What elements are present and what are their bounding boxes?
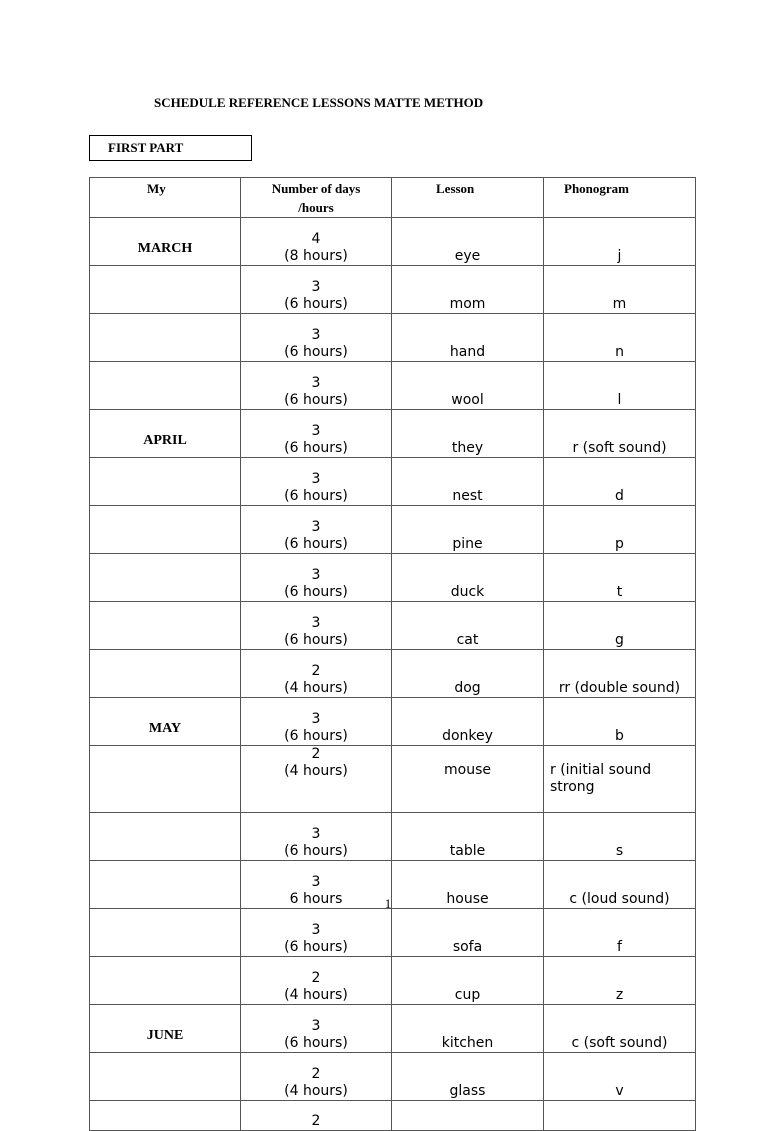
cell-lesson: donkey (392, 698, 544, 746)
cell-days-hours (241, 813, 392, 861)
table-row (90, 650, 696, 698)
cell-phonogram: f (544, 909, 696, 957)
cell-phonogram: g (544, 602, 696, 650)
cell-phonogram: p (544, 506, 696, 554)
cell-days-hours (241, 909, 392, 957)
cell-month (90, 506, 241, 554)
header-month: My (90, 178, 241, 218)
cell-phonogram: s (544, 813, 696, 861)
cell-hours: (6 hours) (284, 488, 348, 504)
cell-month (90, 650, 241, 698)
cell-month: MARCH (90, 218, 241, 266)
header-lesson: Lesson (392, 178, 544, 218)
table-row (90, 506, 696, 554)
part-label: FIRST PART (108, 140, 184, 155)
cell-phonogram: t (544, 554, 696, 602)
cell-lesson: mom (392, 266, 544, 314)
cell-phonogram: c (loud sound) (544, 861, 696, 909)
cell-days: 2 (311, 746, 321, 762)
cell-hours: (6 hours) (284, 728, 348, 744)
cell-days: 3 (311, 1018, 321, 1034)
cell-month: MAY (90, 698, 241, 746)
cell-days: 3 (311, 711, 321, 727)
cell-days: 3 (311, 279, 321, 295)
cell-hours: (4 hours) (284, 763, 348, 779)
cell-phonogram: d (544, 458, 696, 506)
cell-month (90, 458, 241, 506)
cell-hours: (4 hours) (284, 680, 348, 696)
cell-hours: (4 hours) (284, 987, 348, 1003)
cell-phonogram (544, 1101, 696, 1131)
cell-days: 3 (311, 826, 321, 842)
cell-days-hours (241, 1101, 392, 1131)
cell-days: 3 (311, 567, 321, 583)
cell-hours: (8 hours) (284, 248, 348, 264)
table-row (90, 554, 696, 602)
table-row (90, 1005, 696, 1053)
part-label-box (89, 135, 252, 161)
cell-days-hours (241, 506, 392, 554)
cell-lesson: kitchen (392, 1005, 544, 1053)
cell-month (90, 957, 241, 1005)
cell-month (90, 909, 241, 957)
cell-days-hours (241, 314, 392, 362)
cell-lesson: glass (392, 1053, 544, 1101)
cell-month (90, 314, 241, 362)
table-header-row (90, 178, 696, 218)
cell-days-hours (241, 1005, 392, 1053)
cell-phonogram: r (soft sound) (544, 410, 696, 458)
cell-lesson: house (392, 861, 544, 909)
table-row (90, 698, 696, 746)
table-row (90, 458, 696, 506)
cell-phonogram: b (544, 698, 696, 746)
table-row (90, 314, 696, 362)
cell-days: 2 (311, 1066, 321, 1082)
cell-lesson: they (392, 410, 544, 458)
table-row (90, 1053, 696, 1101)
cell-lesson: wool (392, 362, 544, 410)
cell-days-hours (241, 602, 392, 650)
cell-phonogram: c (soft sound) (544, 1005, 696, 1053)
cell-lesson: cat (392, 602, 544, 650)
cell-hours: 6 hours (289, 891, 343, 907)
cell-month (90, 813, 241, 861)
table-row (90, 602, 696, 650)
table-row (90, 909, 696, 957)
cell-days-hours (241, 746, 392, 813)
table-row (90, 410, 696, 458)
cell-phonogram: rr (double sound) (544, 650, 696, 698)
cell-days-hours (241, 698, 392, 746)
table-row (90, 813, 696, 861)
cell-month (90, 602, 241, 650)
cell-lesson: cup (392, 957, 544, 1005)
header-days-line2: /hours (298, 200, 334, 215)
cell-hours: (6 hours) (284, 536, 348, 552)
cell-lesson: hand (392, 314, 544, 362)
cell-hours: (6 hours) (284, 296, 348, 312)
cell-days: 2 (311, 1113, 321, 1129)
cell-month (90, 554, 241, 602)
cell-days: 3 (311, 615, 321, 631)
cell-days: 4 (311, 231, 321, 247)
cell-phonogram: m (544, 266, 696, 314)
cell-days-hours (241, 458, 392, 506)
cell-days: 3 (311, 519, 321, 535)
cell-days-hours (241, 957, 392, 1005)
table-row (90, 957, 696, 1005)
cell-lesson: dog (392, 650, 544, 698)
cell-days-hours (241, 362, 392, 410)
cell-phonogram: v (544, 1053, 696, 1101)
cell-month (90, 746, 241, 813)
table-row (90, 362, 696, 410)
cell-month (90, 1053, 241, 1101)
cell-days: 2 (311, 970, 321, 986)
cell-month (90, 362, 241, 410)
cell-days-hours (241, 410, 392, 458)
cell-days: 3 (311, 922, 321, 938)
table-body (90, 218, 696, 1131)
cell-hours: (6 hours) (284, 344, 348, 360)
cell-lesson: duck (392, 554, 544, 602)
cell-lesson: eye (392, 218, 544, 266)
cell-lesson: pine (392, 506, 544, 554)
cell-days: 3 (311, 423, 321, 439)
cell-days: 2 (311, 663, 321, 679)
cell-days: 3 (311, 375, 321, 391)
header-days-line1: Number of days (271, 181, 361, 196)
cell-days: 3 (311, 327, 321, 343)
cell-hours: (6 hours) (284, 939, 348, 955)
cell-hours: (6 hours) (284, 1035, 348, 1051)
cell-phonogram: z (544, 957, 696, 1005)
cell-month: JUNE (90, 1005, 241, 1053)
cell-days-hours (241, 650, 392, 698)
table-row (90, 218, 696, 266)
cell-days-hours (241, 218, 392, 266)
cell-days: 3 (311, 471, 321, 487)
cell-hours: (6 hours) (284, 584, 348, 600)
cell-phonogram: n (544, 314, 696, 362)
cell-month (90, 266, 241, 314)
table-row (90, 1101, 696, 1131)
cell-hours: (6 hours) (284, 632, 348, 648)
cell-lesson: nest (392, 458, 544, 506)
cell-hours: (6 hours) (284, 440, 348, 456)
cell-month: APRIL (90, 410, 241, 458)
cell-month (90, 1101, 241, 1131)
cell-hours: (6 hours) (284, 392, 348, 408)
header-days (241, 178, 392, 218)
document-title: SCHEDULE REFERENCE LESSONS MATTE METHOD (154, 95, 484, 110)
page-number: 1 (384, 896, 392, 911)
cell-phonogram: j (544, 218, 696, 266)
cell-lesson (392, 1101, 544, 1131)
cell-lesson: mouse (392, 746, 544, 813)
schedule-table (89, 177, 696, 1131)
header-phonogram: Phonogram (544, 178, 696, 218)
cell-lesson: table (392, 813, 544, 861)
table-row (90, 266, 696, 314)
cell-hours: (6 hours) (284, 843, 348, 859)
cell-phonogram: l (544, 362, 696, 410)
cell-days-hours (241, 266, 392, 314)
cell-days-hours (241, 1053, 392, 1101)
cell-lesson: sofa (392, 909, 544, 957)
cell-hours: (4 hours) (284, 1083, 348, 1099)
cell-days: 3 (311, 874, 321, 890)
table-row (90, 746, 696, 813)
cell-days-hours (241, 554, 392, 602)
cell-phonogram: r (initial sound strong (544, 746, 696, 813)
